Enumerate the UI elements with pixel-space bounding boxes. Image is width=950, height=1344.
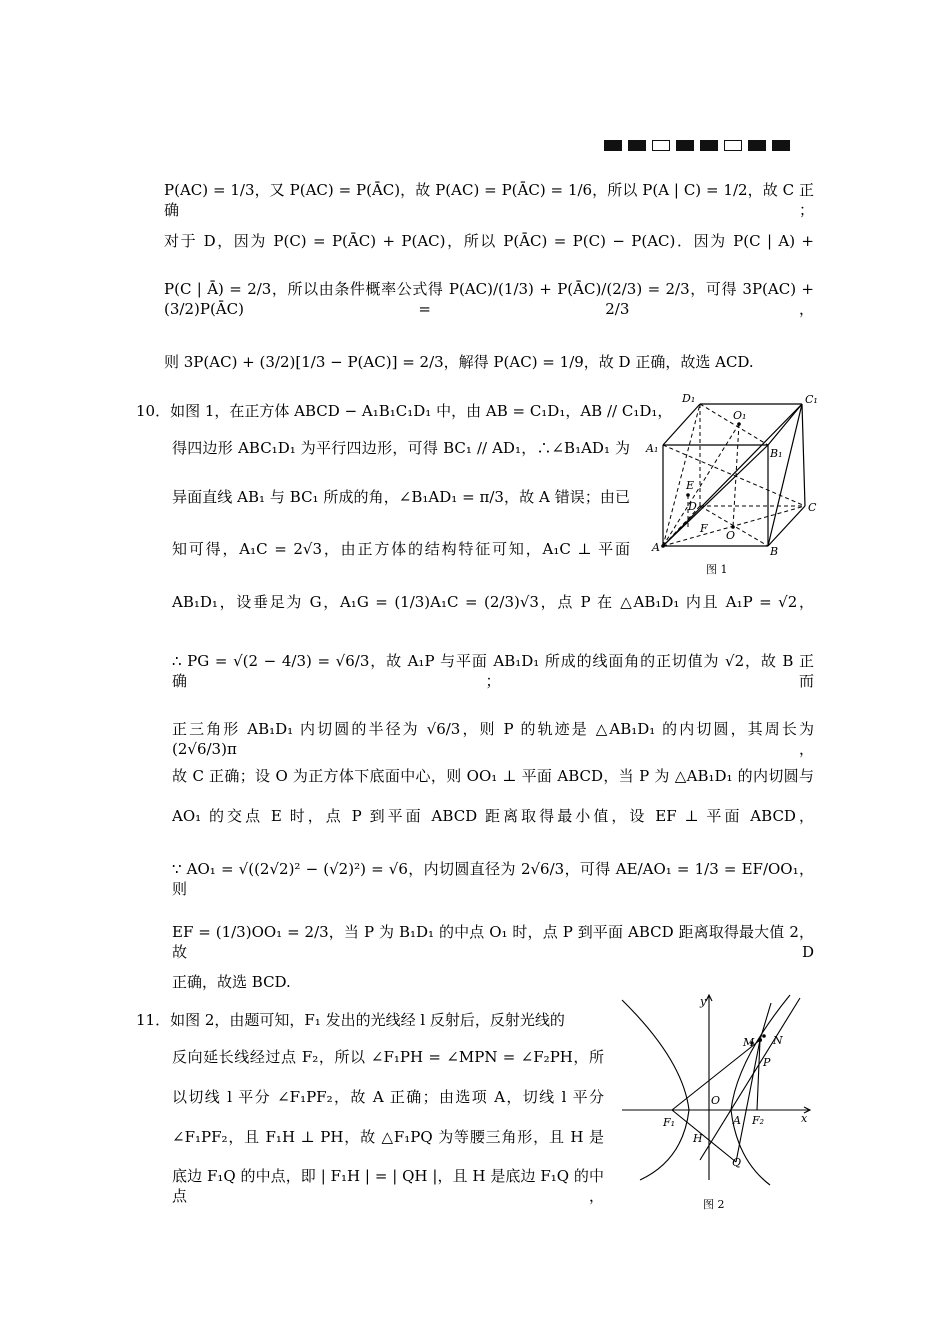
- header-mark: [676, 140, 694, 151]
- fig2-label: O: [711, 1094, 721, 1107]
- header-mark: [772, 140, 790, 151]
- fig1-label: B₁: [770, 447, 783, 460]
- fig2-label: y: [700, 995, 707, 1008]
- fig2-label: F₂: [752, 1114, 765, 1127]
- text-line: ∴ PG = √(2 − 4/3) = √6/3，故 A₁P 与平面 AB₁D₁ 所成的线面角的正切值为 √2，故 B 正确；而: [172, 652, 814, 690]
- fig1-label: A₁: [646, 442, 659, 455]
- text-line: 知可得，A₁C = 2√3，由正方体的结构特征可知，A₁C ⊥ 平面: [172, 540, 630, 558]
- text-line: 正确，故选 BCD.: [172, 973, 291, 991]
- fig1-label: C: [808, 501, 817, 514]
- fig1-label: D₁: [682, 392, 696, 405]
- header-mark: [652, 140, 670, 151]
- text-line: 10．如图 1，在正方体 ABCD − A₁B₁C₁D₁ 中，由 AB = C₁D₁，AB // C₁D₁，: [136, 402, 673, 420]
- fig2-label: H: [693, 1132, 703, 1145]
- fig1-label: C₁: [805, 393, 818, 406]
- header-mark: [748, 140, 766, 151]
- text-line: 正三角形 AB₁D₁ 内切圆的半径为 √6/3，则 P 的轨迹是 △AB₁D₁ 的内切圆，其周长为 (2√6/3)π，: [172, 720, 814, 758]
- fig2-label: P: [763, 1056, 771, 1069]
- fig2-label: A: [733, 1114, 741, 1127]
- text-line: 11．如图 2，由题可知，F₁ 发出的光线经 l 反射后，反射光线的: [136, 1011, 565, 1029]
- figure-1-caption: 图 1: [706, 563, 728, 576]
- text-line: 则 3P(AC) + (3/2)[1/3 − P(AC)] = 2/3，解得 P(AC) = 1/9，故 D 正确，故选 ACD.: [164, 353, 754, 371]
- fig1-label: B: [770, 545, 779, 558]
- text-line: AO₁ 的交点 E 时，点 P 到平面 ABCD 距离取得最小值，设 EF ⊥ 平面 ABCD，: [172, 807, 814, 825]
- text-line: 以切线 l 平分 ∠F₁PF₂，故 A 正确；由选项 A，切线 l 平分: [172, 1088, 604, 1106]
- figure-2-caption: 图 2: [703, 1198, 725, 1211]
- header-mark: [700, 140, 718, 151]
- fig2-label: x: [801, 1112, 808, 1125]
- text-line: 得四边形 ABC₁D₁ 为平行四边形，可得 BC₁ // AD₁，∴∠B₁AD₁ 为: [172, 439, 630, 457]
- header-mark: [724, 140, 742, 151]
- fig1-label: O₁: [733, 409, 747, 422]
- fig2-label: F₁: [663, 1116, 676, 1129]
- fig1-label: A: [652, 541, 660, 554]
- text-line: P(C | Ā) = 2/3，所以由条件概率公式得 P(AC)/(1/3) + P(ĀC)/(2/3) = 2/3，可得 3P(AC) + (3/2)P(ĀC) = 2/3，: [164, 280, 814, 318]
- text-line: 故 C 正确；设 O 为正方体下底面中心，则 OO₁ ⊥ 平面 ABCD，当 P 为 △AB₁D₁ 的内切圆与: [172, 767, 814, 785]
- header-marks: [604, 140, 790, 151]
- text-line: 反向延长线经过点 F₂，所以 ∠F₁PH = ∠MPN = ∠F₂PH，所: [172, 1048, 604, 1066]
- fig2-label: N: [773, 1034, 783, 1047]
- text-line: AB₁D₁，设垂足为 G，A₁G = (1/3)A₁C = (2/3)√3，点 P 在 △AB₁D₁ 内且 A₁P = √2，: [172, 593, 814, 611]
- figure-1-cube: [640, 388, 825, 578]
- text-line: 对于 D，因为 P(C) = P(ĀC) + P(AC)，所以 P(ĀC) = P(C) − P(AC)．因为 P(C | A) +: [164, 232, 814, 250]
- header-mark: [604, 140, 622, 151]
- text-line: P(AC) = 1/3，又 P(AC) = P(ĀC)，故 P(AC) = P(ĀC) = 1/6，所以 P(A | C) = 1/2，故 C 正确；: [164, 181, 814, 219]
- fig1-label: O: [726, 529, 736, 542]
- fig2-label: Q: [732, 1156, 742, 1169]
- fig1-label: E: [686, 479, 695, 492]
- text-line: 底边 F₁Q 的中点，即 | F₁H | = | QH |，且 H 是底边 F₁Q 的中点，: [172, 1167, 604, 1205]
- fig2-label: M: [743, 1036, 755, 1049]
- text-line: ∠F₁PF₂，且 F₁H ⊥ PH，故 △F₁PQ 为等腰三角形，且 H 是: [172, 1128, 604, 1146]
- text-line: EF = (1/3)OO₁ = 2/3，当 P 为 B₁D₁ 的中点 O₁ 时，点 P 到平面 ABCD 距离取得最大值 2，故 D: [172, 923, 814, 961]
- text-line: ∵ AO₁ = √((2√2)² − (√2)²) = √6，内切圆直径为 2√6/3，可得 AE/AO₁ = 1/3 = EF/OO₁，则: [172, 860, 814, 898]
- fig1-label: D: [688, 500, 697, 513]
- text-line: 异面直线 AB₁ 与 BC₁ 所成的角，∠B₁AD₁ = π/3，故 A 错误；由已: [172, 488, 630, 506]
- fig1-label: F: [700, 522, 708, 535]
- header-mark: [628, 140, 646, 151]
- figure-2-hyperbola: [615, 990, 815, 1190]
